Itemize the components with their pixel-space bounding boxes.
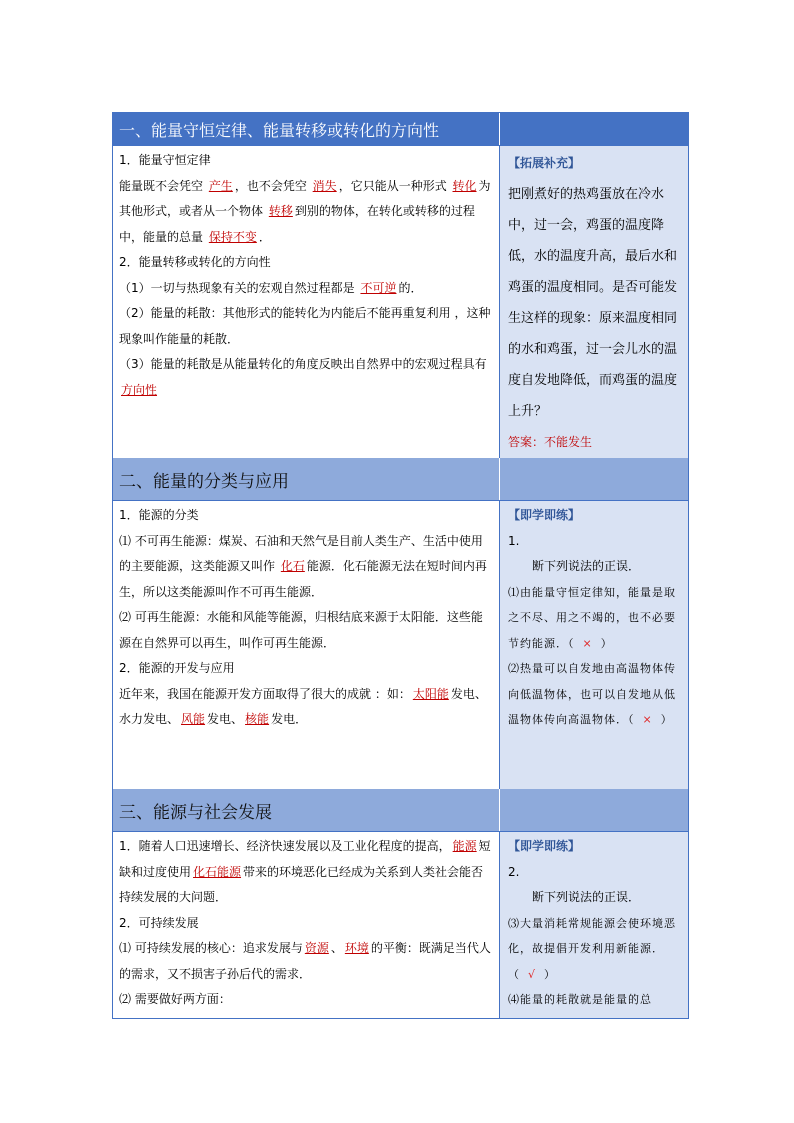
paragraph-nonrenewable: ⑴ 不可再生能源：煤炭、石油和天然气是目前人类生产、生活中使用的主要能源，这类能源又叫作 化石 能源．化石能源无法在短时间内再生，所以这类能源叫作不可再生能源． [119, 533, 487, 599]
section-1-notes [113, 146, 500, 458]
exercise-number: 2. [508, 864, 520, 879]
heading-direction: 2．能量转移或转化的方向性 [119, 255, 271, 269]
sidebar-question: 把刚煮好的热鸡蛋放在冷水中，过一会，鸡蛋的温度降低，水的温度升高，最后水和鸡蛋的温度相同。是否可能发生这样的现象：原来温度相同的水和鸡蛋，过一会儿水的温度自发地降低，而鸡蛋的温度上升？ [508, 187, 678, 419]
heading-classification: 1．能源的分类 [119, 508, 199, 522]
cross-mark-icon: × [582, 636, 593, 650]
paragraph-renewable: ⑵ 可再生能源：水能和风能等能源，归根结底来源于太阳能．这些能源在自然界可以再生，叫作可再生能源． [119, 610, 483, 650]
fill-blank: 保持不变 [208, 229, 257, 244]
sidebar-tag: 【即学即练】 [508, 508, 581, 522]
fill-blank: 转移 [268, 204, 293, 218]
fill-blank: 产生 [208, 178, 233, 193]
heading-sustainable: 2．可持续发展 [119, 915, 199, 930]
fill-blank: 化石能源 [193, 864, 242, 879]
fill-blank: 风能 [181, 712, 206, 726]
paragraph-irreversible: （1）一切与热现象有关的宏观自然过程都是 不可逆 的． [119, 280, 423, 295]
paragraph-directionality: （3）能量的耗散是从能量转化的角度反映出自然界中的宏观过程具有方向性 [119, 357, 487, 397]
fill-blank: 不可逆 [360, 280, 397, 295]
fill-blank: 方向性 [121, 382, 158, 397]
section-3-notes [113, 832, 500, 1018]
exercise-number: 1. [508, 533, 520, 548]
section-1-body [113, 145, 688, 458]
paragraph-population: 1．随着人口迅速增长、经济快速发展以及工业化程度的提高， 能源 短缺和过度使用 化石能源 带来的环境恶化已经成为关系到人类社会能否持续发展的大问题． [119, 839, 491, 904]
exercise-prompt: 断下列说法的正误． [532, 890, 641, 904]
exercise-item-4: ⑷能量的耗散就是能量的总 [508, 993, 652, 1006]
paragraph-dissipation: （2）能量的耗散：其他形式的能转化为内能后不能再重复利用 ，这种现象叫作能量的耗散． [119, 306, 491, 346]
heading-development: 2．能源的开发与应用 [119, 661, 235, 675]
fill-blank: 消失 [312, 178, 337, 193]
paragraph-achievements: 近年来，我国在能源开发方面取得了很大的成就 ：如： 太阳能 发电、水力发电、 风能 发电、 核能 发电． [119, 686, 487, 726]
check-mark-icon: √ [528, 967, 537, 981]
exercise-prompt: 断下列说法的正误． [532, 559, 641, 573]
section-2-notes [113, 501, 500, 789]
section-1-header [113, 113, 688, 145]
cross-mark-icon: × [642, 713, 653, 726]
fill-blank: 核能 [245, 712, 270, 726]
sidebar-tag: 【拓展补充】 [508, 156, 581, 170]
paragraph-two-aspects: ⑵ 需要做好两方面： [119, 992, 231, 1006]
section-1-title: 一、能量守恒定律、能量转移或转化的方向性 [113, 113, 500, 145]
section-2-body [113, 500, 688, 789]
fill-blank: 化石 [280, 559, 305, 573]
fill-blank: 太阳能 [412, 686, 449, 701]
section-2-header [113, 458, 688, 500]
fill-blank: 能源 [452, 839, 477, 853]
section-2-sidebar [500, 501, 688, 789]
exercise-item-3: ⑶大量消耗常规能源会使环境恶化，故提倡开发利用新能源．（ √ ） [508, 916, 676, 981]
exercise-item-1: ⑴由能量守恒定律知，能量是取之不尽、用之不竭的，也不必要节约能源．（ × ） [508, 585, 676, 650]
paragraph-conservation: 能量既不会凭空 产生 ，也不会凭空 消失 ，它只能从一种形式 转化 为其他形式，或者从一个物体 转移 到别的物体，在转化或转移的过程中，能量的总量 保持不变 ． [119, 178, 491, 244]
section-3-title: 三、能源与社会发展 [113, 789, 500, 831]
content-table [112, 112, 689, 1019]
section-3-body [113, 831, 688, 1018]
section-3-sidebar [500, 832, 688, 1018]
section-3-header [113, 789, 688, 831]
fill-blank: 资源 [304, 941, 329, 955]
heading-energy-conservation: 1．能量守恒定律 [119, 153, 211, 167]
section-2-title: 二、能量的分类与应用 [113, 458, 500, 500]
paragraph-core: ⑴ 可持续发展的核心：追求发展与 资源 、 环境 的平衡：既满足当代人的需求，又不损害子孙后代的需求． [119, 941, 491, 981]
exercise-item-2: ⑵热量可以自发地由高温物体传向低温物体，也可以自发地从低温物体传向高温物体．（ × ） [508, 662, 676, 726]
sidebar-answer: 答案：不能发生 [508, 435, 593, 449]
fill-blank: 环境 [344, 941, 369, 955]
section-1-sidebar [500, 146, 688, 458]
fill-blank: 转化 [452, 178, 477, 193]
sidebar-tag: 【即学即练】 [508, 839, 581, 853]
